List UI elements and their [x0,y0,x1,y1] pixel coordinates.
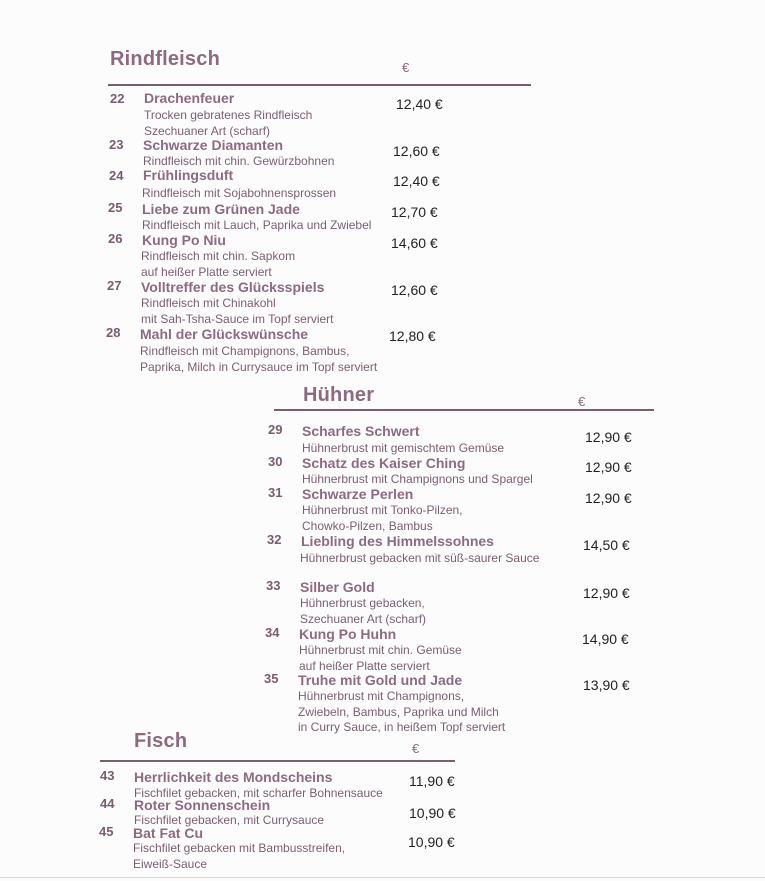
item-price: 10,90 € [409,805,456,821]
item-description: Hühnerbrust mit chin. Gemüse auf heißer Platte serviert [299,643,462,673]
item-description: Hühnerbrust mit gemischtem Gemüse [302,441,505,455]
item-number: 44 [100,796,115,811]
item-name: Truhe mit Gold und Jade [298,672,463,688]
item-number: 22 [110,91,125,106]
item-number: 27 [107,278,122,293]
item-name: Scharfes Schwert [302,423,420,439]
item-price: 12,80 € [389,328,436,344]
item-number: 31 [268,485,283,500]
currency-header-rindfleisch: € [402,60,410,75]
item-price: 14,90 € [582,631,629,647]
item-number: 26 [108,231,123,246]
section-title-huehner: Hühner [303,384,375,406]
item-name: Roter Sonnenschein [134,797,271,813]
item-price: 12,90 € [585,459,632,475]
item-description: Hühnerbrust mit Champignons und Spargel [302,472,533,486]
item-name: Liebling des Himmelssohnes [301,533,494,549]
item-name: Silber Gold [300,579,375,595]
item-number: 28 [106,325,121,340]
item-description: Rindfleisch mit Chinakohl mit Sah-Tsha-Sauce im Topf serviert [141,296,334,326]
item-name: Frühlingsduft [143,167,234,183]
item-name: Schatz des Kaiser Ching [302,455,466,471]
section-divider [274,409,654,411]
item-name: Drachenfeuer [144,90,235,106]
item-number: 25 [108,200,123,215]
item-name: Schwarze Diamanten [143,137,284,153]
item-name: Kung Po Huhn [299,626,397,642]
item-price: 12,40 € [396,96,443,112]
section-title-rindfleisch: Rindfleisch [110,48,220,70]
item-number: 34 [265,625,280,640]
item-price: 12,70 € [391,204,438,220]
currency-header-huehner: € [578,394,586,409]
item-description: Rindfleisch mit chin. Sapkom auf heißer Platte serviert [141,249,296,279]
section-title-fisch: Fisch [134,730,188,752]
section-divider [100,760,455,762]
item-description: Trocken gebratenes Rindfleisch Szechuaner Art (scharf) [144,108,313,138]
item-number: 43 [100,768,115,783]
item-description: Hühnerbrust mit Tonko-Pilzen, Chowko-Pilzen, Bambus [302,503,463,533]
item-name: Volltreffer des Glücksspiels [141,279,325,295]
item-name: Bat Fat Cu [133,825,203,841]
item-price: 13,90 € [583,677,630,693]
item-price: 12,40 € [393,173,440,189]
item-price: 12,90 € [583,585,630,601]
item-price: 14,50 € [583,537,630,553]
item-description: Fischfilet gebacken, mit Currysauce [134,813,325,827]
item-price: 12,60 € [391,282,438,298]
item-number: 29 [268,422,283,437]
page-bottom-edge [0,877,765,878]
item-price: 12,90 € [585,490,632,506]
item-description: Hühnerbrust gebacken mit süß-saurer Sauce [300,551,540,565]
item-price: 14,60 € [391,235,438,251]
item-name: Herrlichkeit des Mondscheins [134,769,333,785]
item-description: Rindfleisch mit Sojabohnensprossen [142,186,337,200]
item-price: 12,90 € [585,429,632,445]
item-number: 30 [268,454,283,469]
item-number: 23 [109,137,124,152]
item-description: Rindfleisch mit chin. Gewürzbohnen [143,154,335,168]
section-divider [108,84,531,86]
item-name: Kung Po Niu [142,232,226,248]
currency-header-fisch: € [412,741,420,756]
item-number: 45 [99,824,114,839]
item-name: Schwarze Perlen [302,486,414,502]
item-number: 32 [267,532,282,547]
item-number: 35 [264,671,279,686]
item-price: 10,90 € [408,834,455,850]
item-number: 24 [109,168,124,183]
item-name: Mahl der Glückswünsche [140,326,309,342]
item-number: 33 [266,578,281,593]
item-description: Rindfleisch mit Lauch, Paprika und Zwiebel [142,218,372,232]
item-price: 11,90 € [409,773,455,789]
item-description: Hühnerbrust mit Champignons, Zwiebeln, Bambus, Paprika und Milch in Curry Sauce, in heißem Topf serviert [298,689,506,734]
item-description: Fischfilet gebacken, mit scharfer Bohnensauce [134,786,383,800]
item-description: Rindfleisch mit Champignons, Bambus, Paprika, Milch in Currysauce im Topf serviert [140,344,378,374]
item-name: Liebe zum Grünen Jade [142,201,300,217]
item-description: Hühnerbrust gebacken, Szechuaner Art (scharf) [300,596,427,626]
item-description: Fischfilet gebacken mit Bambusstreifen, Eiweiß-Sauce [133,841,346,871]
item-price: 12,60 € [393,143,440,159]
